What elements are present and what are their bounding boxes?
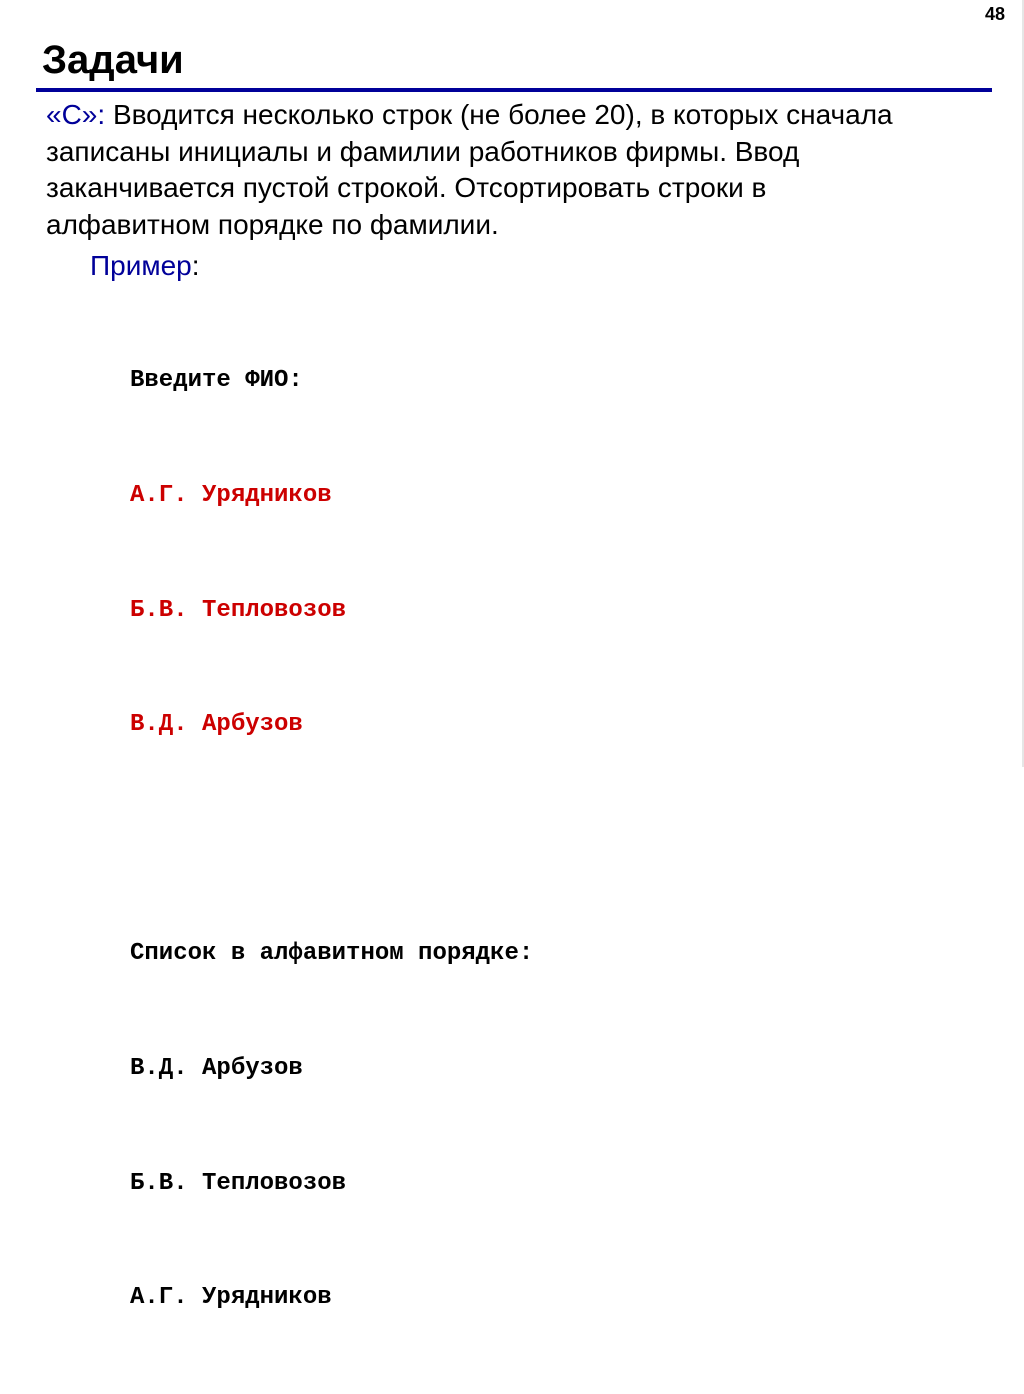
- console-prompt: Введите ФИО:: [130, 367, 303, 395]
- task-line-text: алфавитном порядке по фамилии.: [46, 208, 499, 240]
- task-description: [46, 97, 1006, 243]
- task-line-text: записаны инициалы и фамилии работников фирмы. Ввод: [46, 135, 800, 167]
- page-number: 48: [985, 4, 1006, 24]
- slide-title: Задачи: [42, 38, 184, 82]
- example-label: Пример: [90, 250, 192, 281]
- example-heading: [90, 250, 200, 282]
- console-output-line: Б.В. Тепловозов: [130, 1169, 347, 1197]
- example-colon: :: [191, 250, 200, 281]
- console-input-line: В.Д. Арбузов: [130, 711, 303, 739]
- console-result-header: Список в алфавитном порядке:: [130, 940, 534, 968]
- console-output-line: В.Д. Арбузов: [130, 1054, 303, 1082]
- task-line-text: заканчивается пустой строкой. Отсортировать строки в: [46, 172, 767, 203]
- task-line: [46, 97, 1006, 134]
- task-line-text: Вводится несколько строк (не более 20), в которых сначала: [112, 99, 893, 130]
- title-underline: [36, 88, 992, 92]
- task-line: [46, 170, 1006, 207]
- console-input-line: Б.В. Тепловозов: [130, 596, 347, 624]
- task-label: «С»:: [46, 99, 106, 130]
- task-text: [46, 97, 1006, 243]
- task-line: [46, 134, 1006, 171]
- console-output-line: А.Г. Урядников: [130, 1284, 332, 1312]
- console-input-line: А.Г. Урядников: [130, 482, 332, 509]
- console-blank-line: [130, 821, 533, 859]
- task-line: [46, 207, 1006, 244]
- example-console: [130, 286, 533, 1394]
